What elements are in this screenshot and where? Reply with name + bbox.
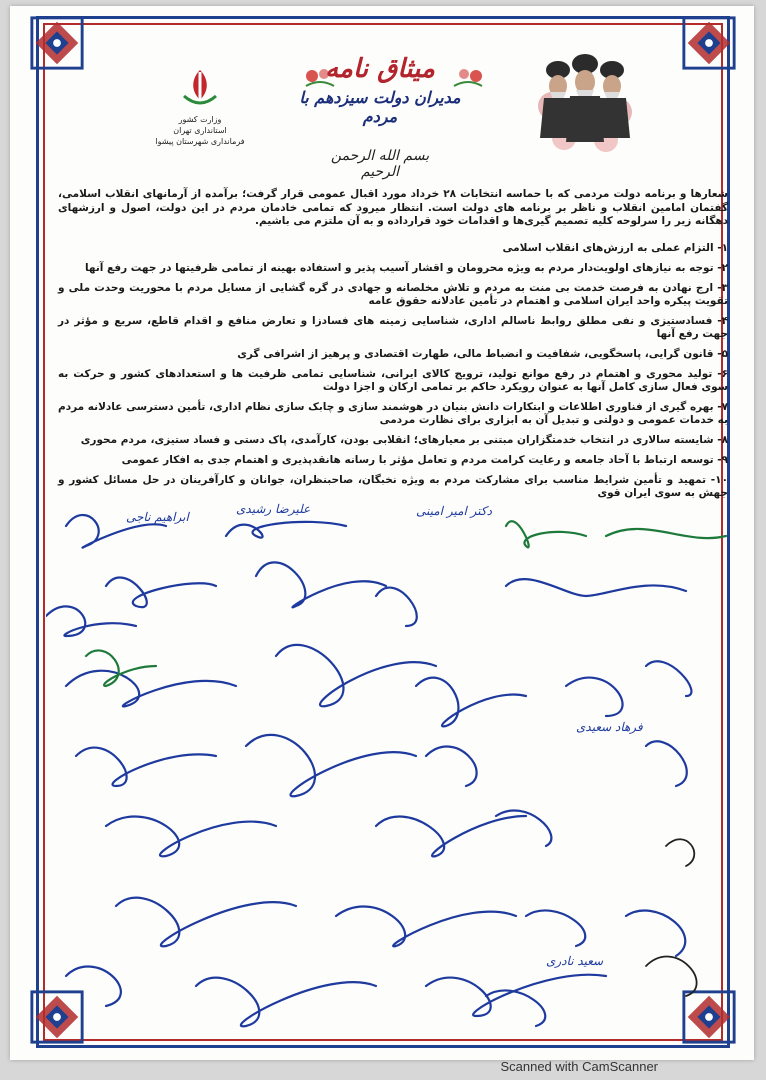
list-item: ۵- قانون گرایی، پاسخگویی، شفافیت و انضباط مالی، طهارت اقتصادی و پرهیز از اشرافی گری bbox=[237, 348, 728, 360]
list-item: ۱- التزام عملی به ارزش‌های انقلاب اسلامی bbox=[502, 242, 728, 254]
intro-paragraph: شعارها و برنامه دولت مردمی که با حماسه انتخابات ۲۸ خرداد مورد اقبال عمومی قرار گرفت؛ برآمده از آرمانهای انقلاب اسلامی، گفتمان امامین انقلاب و ناظر بر برنامه های دولت است. انتظار میرود که تمامی خادمان مردم در این دولت، اصول و ارزشهای دهگانه زیر را سرلوحه کلیه تصمیم گیری‌ها و اقدامات خود قرارداده و به آن ملتزم می باشیم. bbox=[58, 188, 728, 227]
list-item: ۱۰- تمهید و تأمین شرایط مناسب برای مشارکت مردم به ویژه نخبگان، صاحبنظران، جوانان و کارآفرینان در حل مسائل کشور و جهش به سوی ایران قوی bbox=[58, 474, 728, 499]
list-item: ۹- توسعه ارتباط با آحاد جامعه و رعایت کرامت مردم و تعامل مؤثر با رسانه هانقدپذیری و اهتمام جدی به افکار عمومی bbox=[121, 454, 728, 466]
basmala-calligraphy: بسم الله الرحمن الرحیم bbox=[330, 148, 430, 180]
list-item: ۷- بهره گیری از فناوری اطلاعات و ابتکارات دانش بنیان در هوشمند سازی و چابک سازی نظام اداری، تأمین دسترسی عادلانه مردم به خدمات عمومی و دولتی و تبدیل آن به ابزاری برای نظارت مردمی bbox=[58, 401, 728, 426]
page-title: میثاق نامه bbox=[325, 54, 435, 84]
corner-ornament-top-right bbox=[680, 14, 738, 72]
document-sheet bbox=[10, 6, 754, 1060]
list-item: ۳- ارج نهادن به فرصت خدمت بی منت به مردم و تلاش مخلصانه و جهادی در گره گشایی از مسایل مردم با محوریت وحدت ملی و تقویت پیکره واحد ایران اسلامی و اهتمام در تأمین عادلانه حقوق عامه bbox=[58, 282, 728, 307]
signature-name: علیرضا رشیدی bbox=[236, 502, 311, 516]
scanner-watermark: Scanned with CamScanner bbox=[500, 1059, 658, 1074]
corner-ornament-top-left bbox=[28, 14, 86, 72]
title-block bbox=[280, 54, 480, 126]
emblem-ministry: وزارت کشور bbox=[178, 115, 222, 124]
emblem-governorate: استانداری تهران bbox=[173, 126, 227, 135]
emblem-county: فرمانداری شهرستان پیشوا bbox=[155, 137, 245, 146]
ministry-emblem-block bbox=[140, 66, 260, 147]
list-item: ۲- توجه به نیازهای اولویت‌دار مردم به ویژه محرومان و اقشار آسیب پذیر و استفاده بهینه از تمامی ظرفیتها در جهت رفع آنها bbox=[84, 262, 728, 274]
list-item: ۶- تولید محوری و اهتمام در رفع موانع تولید، ترویج کالای ایرانی، شناسایی تمامی ظرفیت ها و استعدادهای کشور و حرکت به سوی فعال سازی کامل آنها به عنوان رویکرد حاکم بر تمامی ارکان و اجزا دولت bbox=[58, 368, 728, 393]
signature-name: ابراهیم ناجی bbox=[126, 510, 189, 524]
page-subtitle: مدیران دولت سیزدهم با مردم bbox=[299, 88, 461, 126]
signature-name: دکتر امیر امینی bbox=[416, 504, 492, 518]
leaders-portraits-image bbox=[530, 42, 640, 152]
list-item: ۸- شایسته سالاری در انتخاب خدمتگزاران مبتنی بر معیارهای؛ انقلابی بودن، کارآمدی، پاک دستی و فساد ستیزی، مردم محوری bbox=[80, 434, 728, 446]
principles-list bbox=[58, 242, 728, 507]
signature-name: سعید نادری bbox=[546, 954, 604, 968]
iran-emblem-icon bbox=[180, 66, 220, 110]
signatures-area bbox=[46, 496, 736, 1036]
list-item: ۴- فسادستیزی و نفی مطلق روابط ناسالم اداری، شناسایی زمینه های فسادزا و تعارض منافع و اقدام قاطع، سریع و مؤثر در جهت رفع آنها bbox=[58, 315, 728, 340]
handwritten-signatures bbox=[46, 496, 736, 1036]
signature-name: فرهاد سعیدی bbox=[576, 720, 643, 734]
